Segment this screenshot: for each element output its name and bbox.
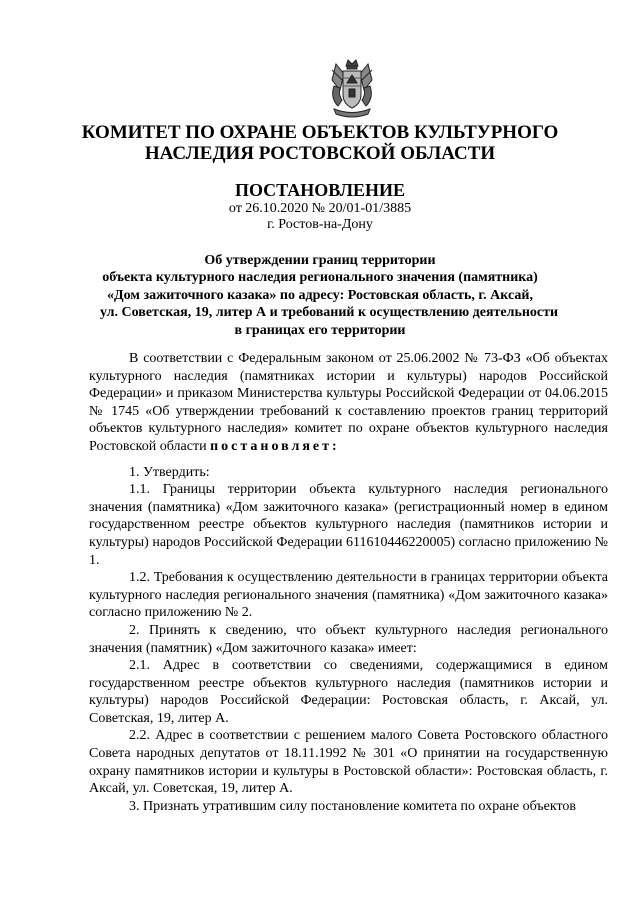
clause-1: 1. Утвердить: xyxy=(129,464,210,480)
preamble-paragraph xyxy=(89,350,608,456)
document-place: г. Ростов-на-Дону xyxy=(267,217,373,232)
clause-2-2: 2.2. Адрес в соответствии с решением малого Совета Ростовского областного Совета народных депутатов от 18.11.1992 № 301 «О принятии на государственную охрану памятников истории и культуры в Ростовской области»: Ростовская область, г. Аксай, ул. Советская, 19, литер А. xyxy=(89,728,608,797)
clause-2: 2. Принять к сведению, что объект культурного наследия регионального значения (памятник) «Дом зажиточного казака» имеет: xyxy=(89,622,608,656)
subject-line: объекта культурного наследия регионального значения (памятника) xyxy=(102,270,538,286)
subject-line: в границах его территории xyxy=(234,322,406,338)
document-date-number: от 26.10.2020 № 20/01-01/3885 xyxy=(228,201,412,216)
organization-name-line1: КОМИТЕТ ПО ОХРАНЕ ОБЪЕКТОВ КУЛЬТУРНОГО xyxy=(81,122,559,143)
organization-name-line2: НАСЛЕДИЯ РОСТОВСКОЙ ОБЛАСТИ xyxy=(144,143,496,164)
clause-2-1: 2.1. Адрес в соответствии со сведениями, содержащимися в едином государственном реестре объектов культурного наследия (памятников истории и культуры) народов Российской Федерации: Ростовская область, г. Аксай, ул. Советская, 19, литер А. xyxy=(89,658,608,726)
subject-line: ул. Советская, 19, литер А и требований к осуществлению деятельности xyxy=(100,305,559,321)
coat-of-arms-icon xyxy=(326,56,378,118)
document-body xyxy=(89,350,608,815)
clause-1-2: 1.2. Требования к осуществлению деятельности в границах территории объекта культурного наследия регионального значения (памятника) «Дом зажиточного казака» согласно приложению № 2. xyxy=(89,570,608,621)
document-subject xyxy=(100,252,559,339)
document-type: ПОСТАНОВЛЕНИЕ xyxy=(234,180,406,200)
subject-line: Об утверждении границ территории xyxy=(204,253,436,268)
subject-line: «Дом зажиточного казака» по адресу: Ростовская область, г. Аксай, xyxy=(107,287,533,303)
clause-1-1: 1.1. Границы территории объекта культурного наследия регионального значения (памятника) «Дом зажиточного казака» (регистрационный номер в едином государственном реестре объектов культурного наследия (памятников истории и культуры) народов Российской Федерации 611610446220005) согласно приложению № 1. xyxy=(89,482,608,568)
decree-word: постановляет: xyxy=(210,438,340,454)
preamble-text: В соответствии с Федеральным законом от 25.06.2002 № 73-ФЗ «Об объектах культурного наследия (памятниках истории и культуры) народов Российской Федерации» и приказом Министерства культуры Российской Федерации от 04.06.2015 № 1745 «Об утверждении требований к составлению проектов границ территорий объектов культурного наследия» комитет по охране объектов культурного наследия Ростовской области xyxy=(89,351,608,454)
clause-3: 3. Признать утратившим силу постановление комитета по охране объектов xyxy=(129,798,577,814)
